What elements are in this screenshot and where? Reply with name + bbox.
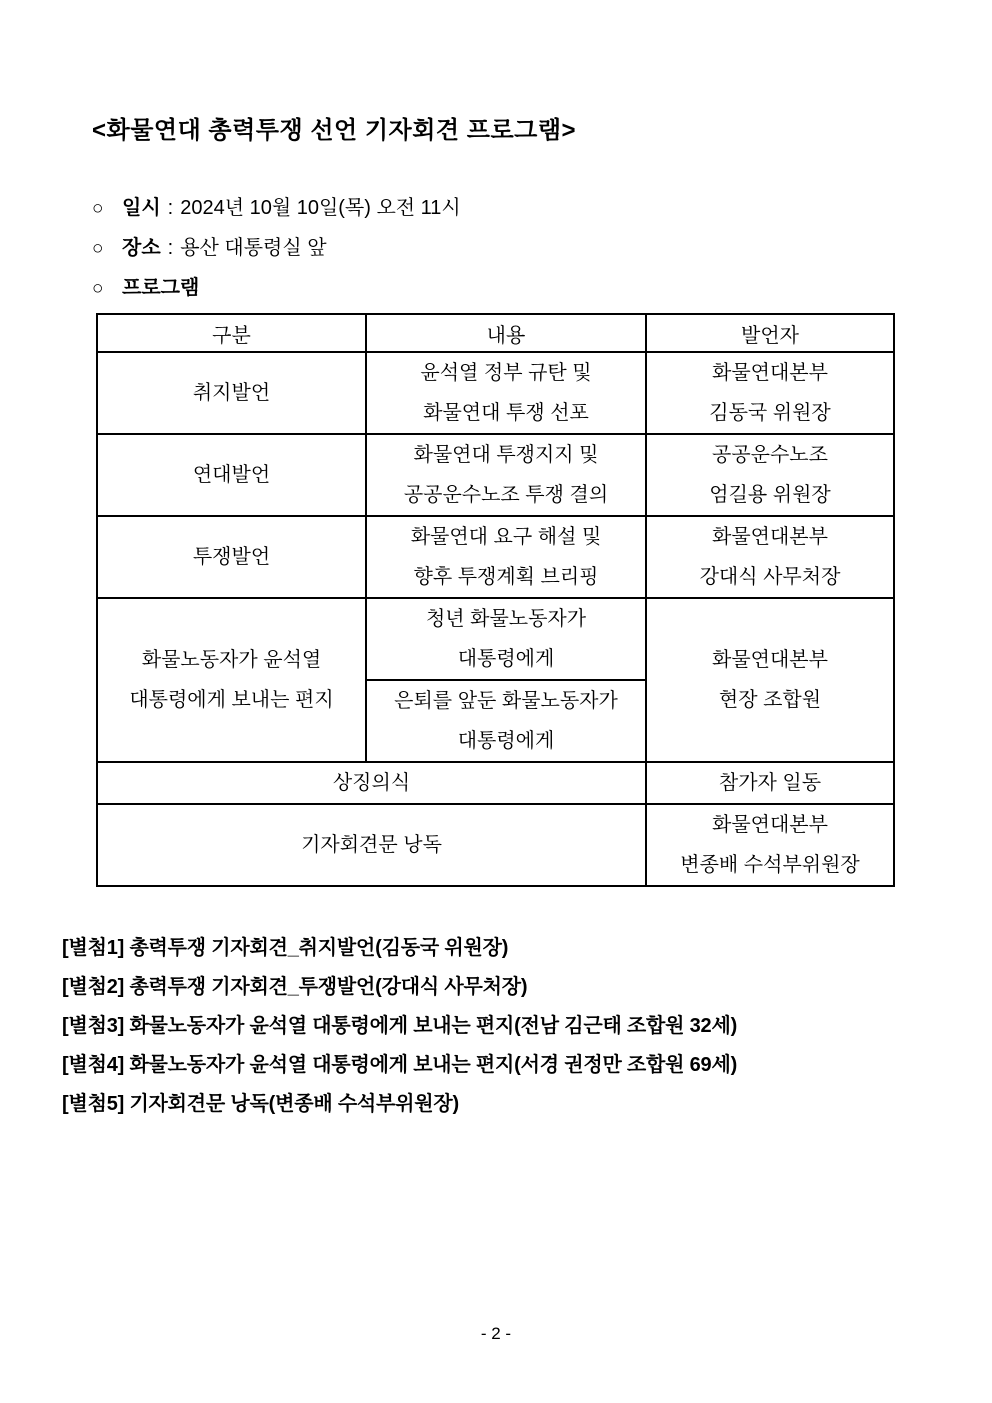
cell-text: 화물연대 투쟁지지 및	[413, 444, 599, 466]
attachment-item-1: [별첨1] 총력투쟁 기자회견_취지발언(김동국 위원장)	[62, 937, 509, 959]
program-table	[96, 313, 895, 887]
attachment-item-4: [별첨4] 화물노동자가 윤석열 대통령에게 보내는 편지(서경 권정만 조합원 69세)	[62, 1054, 738, 1076]
attachment-list	[62, 929, 737, 1124]
cell-text: 화물연대본부	[712, 526, 828, 548]
meta-item-location	[92, 228, 461, 268]
cell-text: 기자회견문 낭독	[301, 834, 442, 856]
attachment-item-5: [별첨5] 기자회견문 낭독(변종배 수석부위원장)	[62, 1093, 459, 1115]
column-header-category: 구분	[97, 314, 366, 352]
page-title: <화물연대 총력투쟁 선언 기자회견 프로그램>	[92, 117, 577, 144]
table-row-ceremony	[97, 762, 894, 804]
cell-text: 연대발언	[192, 464, 271, 486]
cell-text: 대통령에게	[457, 648, 555, 670]
cell-speaker-letter	[646, 598, 894, 762]
meta-value: 용산 대통령실 앞	[180, 237, 327, 259]
cell-speaker-ceremony	[646, 762, 894, 804]
table-row-purpose	[97, 352, 894, 434]
cell-text: 참가자 일동	[718, 772, 822, 794]
cell-text: 은퇴를 앞둔 화물노동자가	[394, 690, 618, 712]
meta-label: 일시	[122, 197, 161, 219]
cell-text: 화물연대본부	[712, 362, 828, 384]
column-header-speaker: 발언자	[646, 314, 894, 352]
cell-text: 윤석열 정부 규탄 및	[420, 362, 592, 384]
attachment-item-2: [별첨2] 총력투쟁 기자회견_투쟁발언(강대식 사무처장)	[62, 976, 528, 998]
meta-label: 프로그램	[122, 277, 200, 299]
meta-list	[92, 188, 461, 308]
cell-text: 화물노동자가 윤석열	[141, 649, 322, 671]
cell-text: 화물연대본부	[712, 649, 828, 671]
cell-text: 향후 투쟁계획 브리핑	[413, 566, 599, 588]
cell-content	[366, 352, 646, 434]
circle-bullet-icon: ○	[92, 198, 104, 219]
cell-text: 엄길용 위원장	[709, 484, 831, 506]
cell-text: 화물연대 투쟁 선포	[423, 402, 589, 424]
cell-text: 변종배 수석부위원장	[680, 854, 860, 876]
column-header-content: 내용	[366, 314, 646, 352]
meta-item-datetime	[92, 188, 461, 228]
meta-item-program	[92, 268, 461, 308]
table-row-letter-youth	[97, 598, 894, 680]
cell-content	[366, 516, 646, 598]
table-row-solidarity	[97, 434, 894, 516]
cell-speaker	[646, 434, 894, 516]
cell-category	[97, 434, 366, 516]
meta-value: 2024년 10월 10일(목) 오전 11시	[180, 197, 461, 219]
page-number: - 2 -	[480, 1324, 512, 1343]
meta-label: 장소	[122, 237, 161, 259]
table-row-statement	[97, 804, 894, 886]
cell-category-ceremony	[97, 762, 646, 804]
cell-text: 공공운수노조	[712, 444, 828, 466]
cell-content-letter-youth	[366, 598, 646, 680]
cell-category-letter	[97, 598, 366, 762]
table-row-struggle	[97, 516, 894, 598]
cell-text: 청년 화물노동자가	[425, 608, 587, 630]
cell-category-statement	[97, 804, 646, 886]
cell-text: 화물연대본부	[712, 814, 828, 836]
cell-text: 공공운수노조 투쟁 결의	[403, 484, 609, 506]
cell-text: 투쟁발언	[192, 546, 271, 568]
circle-bullet-icon: ○	[92, 278, 104, 299]
attachment-item-3: [별첨3] 화물노동자가 윤석열 대통령에게 보내는 편지(전남 김근태 조합원 32세)	[62, 1015, 738, 1037]
cell-text: 상징의식	[332, 772, 411, 794]
cell-text: 김동국 위원장	[709, 402, 831, 424]
cell-text: 취지발언	[192, 382, 271, 404]
cell-text: 화물연대 요구 해설 및	[410, 526, 602, 548]
cell-text: 대통령에게 보내는 편지	[129, 689, 334, 711]
meta-separator: :	[167, 237, 174, 259]
cell-content	[366, 434, 646, 516]
cell-content-letter-retiring	[366, 680, 646, 762]
circle-bullet-icon: ○	[92, 238, 104, 259]
cell-text: 현장 조합원	[718, 689, 822, 711]
cell-speaker	[646, 516, 894, 598]
cell-category	[97, 516, 366, 598]
meta-separator: :	[167, 197, 174, 219]
cell-text: 강대식 사무처장	[699, 566, 841, 588]
cell-category	[97, 352, 366, 434]
table-header-row	[97, 314, 894, 352]
cell-text: 대통령에게	[457, 730, 555, 752]
cell-speaker-statement	[646, 804, 894, 886]
cell-speaker	[646, 352, 894, 434]
